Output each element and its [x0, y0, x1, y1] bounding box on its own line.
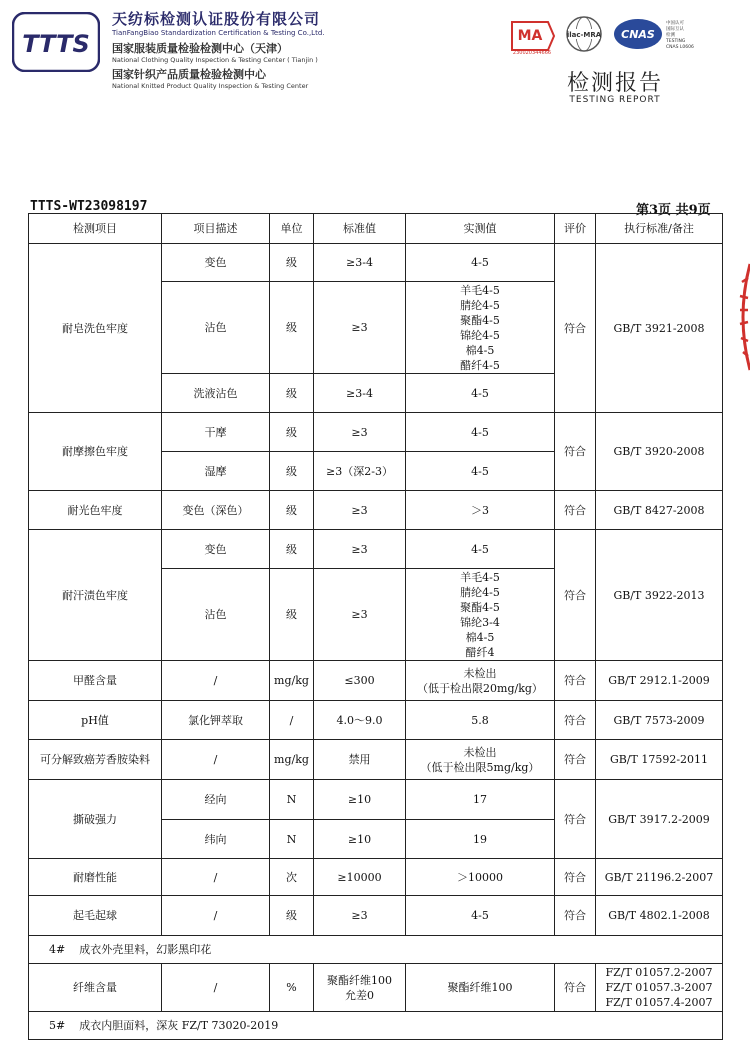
unit-cell: mg/kg — [270, 661, 314, 701]
req-cell: ≥3 — [314, 282, 406, 374]
req-cell: ≥3 — [314, 491, 406, 530]
unit-cell: 级 — [270, 896, 314, 936]
unit-cell: 级 — [270, 452, 314, 491]
std-cell: GB/T 2912.1-2009 — [596, 661, 723, 701]
org-name-en: TianFangBiao Standardization Certification & Testing Co.,Ltd. — [112, 29, 325, 37]
eval-cell: 符合 — [555, 530, 596, 661]
std-cell: GB/T 7573-2009 — [596, 701, 723, 740]
std-cell: GB/T 4802.1-2008 — [596, 896, 723, 936]
std-cell: GB/T 8427-2008 — [596, 491, 723, 530]
svg-text:检测: 检测 — [666, 33, 675, 38]
value-cell: 19 — [406, 820, 555, 859]
req-cell: ≤300 — [314, 661, 406, 701]
desc-cell: / — [162, 896, 270, 936]
item-cell: 可分解致癌芳香胺染料 — [29, 740, 162, 780]
item-cell: 耐摩擦色牢度 — [29, 413, 162, 491]
eval-cell: 符合 — [555, 413, 596, 491]
req-cell: ≥10000 — [314, 859, 406, 896]
unit-cell: 级 — [270, 374, 314, 413]
unit-cell: 级 — [270, 282, 314, 374]
desc-cell: 湿摩 — [162, 452, 270, 491]
item-cell: 甲醛含量 — [29, 661, 162, 701]
unit-cell: N — [270, 820, 314, 859]
table-row — [29, 244, 723, 282]
svg-text:CNAS L0606: CNAS L0606 — [666, 45, 694, 50]
req-cell: 禁用 — [314, 740, 406, 780]
value-cell: 4-5 — [406, 452, 555, 491]
header-cell: 执行标准/备注 — [596, 214, 723, 244]
unit-cell: mg/kg — [270, 740, 314, 780]
value-cell — [406, 282, 555, 374]
svg-text:MA: MA — [517, 28, 543, 44]
req-cell: ≥3-4 — [314, 244, 406, 282]
value-line: 聚酯4-5 — [460, 600, 500, 614]
req-cell: ≥10 — [314, 780, 406, 820]
value-line: （低于检出限5mg/kg） — [420, 760, 540, 774]
item-cell: 起毛起球 — [29, 896, 162, 936]
unit-cell: 次 — [270, 859, 314, 896]
report-title-en: TESTING REPORT — [569, 95, 661, 105]
item-cell: pH值 — [29, 701, 162, 740]
sample-number: 4# — [49, 943, 66, 956]
organization-block — [112, 8, 325, 90]
req-cell: ≥3 — [314, 413, 406, 452]
value-line: 未检出 — [463, 745, 497, 759]
svg-text:TTTS: TTTS — [22, 30, 90, 58]
item-cell: 耐磨性能 — [29, 859, 162, 896]
unit-cell: / — [270, 701, 314, 740]
unit-cell: 级 — [270, 530, 314, 569]
eval-cell: 符合 — [555, 896, 596, 936]
svg-text:230020344666: 230020344666 — [512, 50, 552, 54]
eval-cell: 符合 — [555, 964, 596, 1012]
org-name-cn: 天纺标检测认证股份有限公司 — [112, 10, 321, 28]
value-line: 腈纶4-5 — [460, 585, 500, 599]
table-row — [29, 491, 723, 530]
req-cell: ≥3 — [314, 530, 406, 569]
std-cell: GB/T 3917.2-2009 — [596, 780, 723, 859]
table-row — [29, 964, 723, 1012]
item-cell: 耐光色牢度 — [29, 491, 162, 530]
value-line: 羊毛4-5 — [460, 570, 500, 584]
sample-description: 成衣外壳里料，幻影黑印花 — [79, 943, 212, 956]
eval-cell: 符合 — [555, 740, 596, 780]
desc-cell: 洗液沾色 — [162, 374, 270, 413]
report-title-cn: 检测报告 — [566, 71, 663, 96]
std-cell — [596, 964, 723, 1012]
value-cell: 4-5 — [406, 413, 555, 452]
table-row — [29, 413, 723, 452]
table-row — [29, 661, 723, 701]
desc-cell: 变色 — [162, 530, 270, 569]
table-row — [29, 896, 723, 936]
sample-note — [29, 1012, 723, 1040]
center2-name-cn: 国家针织产品质量检验检测中心 — [112, 68, 266, 81]
value-cell: 17 — [406, 780, 555, 820]
desc-cell: 沾色 — [162, 569, 270, 661]
value-line: 醋纤4 — [465, 645, 495, 659]
value-cell: ＞3 — [406, 491, 555, 530]
report-header — [0, 0, 750, 120]
sample-note — [29, 936, 723, 964]
desc-cell: / — [162, 859, 270, 896]
header-cell: 项目描述 — [162, 214, 270, 244]
header-cell: 实测值 — [406, 214, 555, 244]
eval-cell: 符合 — [555, 244, 596, 413]
item-cell: 耐皂洗色牢度 — [29, 244, 162, 413]
value-line: 醋纤4-5 — [460, 358, 500, 372]
req-cell: ≥3 — [314, 569, 406, 661]
std-line: FZ/T 01057.3-2007 — [605, 981, 713, 994]
desc-cell: 经向 — [162, 780, 270, 820]
svg-text:ilac-MRA: ilac-MRA — [566, 31, 602, 39]
value-cell — [406, 740, 555, 780]
unit-cell: % — [270, 964, 314, 1012]
header-cell: 检测项目 — [29, 214, 162, 244]
std-line: FZ/T 01057.2-2007 — [605, 966, 713, 979]
unit-cell: N — [270, 780, 314, 820]
inspection-seal-stamp — [734, 262, 750, 372]
sample-note-row — [29, 936, 723, 964]
svg-text:国际互认: 国际互认 — [666, 27, 684, 32]
req-cell: ≥10 — [314, 820, 406, 859]
value-line: 锦纶3-4 — [460, 615, 500, 629]
req-cell: ≥3 — [314, 896, 406, 936]
svg-text:TESTING: TESTING — [666, 39, 686, 44]
req-cell: ≥3-4 — [314, 374, 406, 413]
cma-badge-icon — [512, 22, 554, 54]
value-line: 羊毛4-5 — [460, 283, 500, 297]
desc-cell: / — [162, 964, 270, 1012]
req-cell — [314, 964, 406, 1012]
unit-cell: 级 — [270, 413, 314, 452]
item-cell: 撕破强力 — [29, 780, 162, 859]
value-cell: 5.8 — [406, 701, 555, 740]
eval-cell: 符合 — [555, 661, 596, 701]
value-cell: 聚酯纤维100 — [406, 964, 555, 1012]
sample-number: 5# — [49, 1019, 66, 1032]
accreditation-badges — [508, 14, 738, 54]
cnas-badge-icon — [614, 19, 694, 50]
header-row — [29, 214, 723, 244]
req-line: 聚酯纤维100 — [327, 973, 392, 987]
value-cell: ＞10000 — [406, 859, 555, 896]
value-line: 聚酯4-5 — [460, 313, 500, 327]
value-cell: 4-5 — [406, 896, 555, 936]
center1-name-cn: 国家服装质量检验检测中心（天津） — [112, 42, 288, 55]
value-cell: 4-5 — [406, 244, 555, 282]
value-cell: 4-5 — [406, 374, 555, 413]
value-line: 棉4-5 — [465, 630, 495, 644]
eval-cell: 符合 — [555, 701, 596, 740]
value-cell — [406, 661, 555, 701]
header-cell: 评价 — [555, 214, 596, 244]
center2-name-en: National Knitted Product Quality Inspection & Testing Center — [112, 82, 309, 90]
page-info: 第3页 共9页 — [636, 203, 711, 218]
unit-cell: 级 — [270, 491, 314, 530]
desc-cell: 干摩 — [162, 413, 270, 452]
ttts-logo — [12, 12, 100, 72]
report-title — [540, 66, 690, 105]
eval-cell: 符合 — [555, 859, 596, 896]
report-number: TTTS-WT23098197 — [30, 199, 148, 214]
desc-cell: 氯化钾萃取 — [162, 701, 270, 740]
item-cell: 耐汗渍色牢度 — [29, 530, 162, 661]
test-results-table — [28, 213, 723, 1040]
value-line: 腈纶4-5 — [460, 298, 500, 312]
std-cell: GB/T 3922-2013 — [596, 530, 723, 661]
header-cell: 标准值 — [314, 214, 406, 244]
table-row — [29, 740, 723, 780]
header-cell: 单位 — [270, 214, 314, 244]
sample-description: 成衣内胆面料，深灰 FZ/T 73020-2019 — [79, 1019, 279, 1032]
std-line: FZ/T 01057.4-2007 — [605, 996, 713, 1009]
value-line: （低于检出限20mg/kg） — [417, 681, 543, 695]
desc-cell: / — [162, 661, 270, 701]
svg-text:CNAS: CNAS — [621, 28, 655, 41]
item-cell: 纤维含量 — [29, 964, 162, 1012]
unit-cell: 级 — [270, 244, 314, 282]
desc-cell: 变色（深色） — [162, 491, 270, 530]
sample-note-row — [29, 1012, 723, 1040]
center1-name-en: National Clothing Quality Inspection & Testing Center ( Tianjin ) — [112, 56, 318, 64]
unit-cell: 级 — [270, 569, 314, 661]
desc-cell: 变色 — [162, 244, 270, 282]
table-row — [29, 530, 723, 569]
value-line: 锦纶4-5 — [460, 328, 500, 342]
desc-cell: 沾色 — [162, 282, 270, 374]
value-line: 未检出 — [463, 666, 497, 680]
ilac-mra-badge-icon — [567, 17, 602, 51]
desc-cell: / — [162, 740, 270, 780]
std-cell: GB/T 3920-2008 — [596, 413, 723, 491]
table-row — [29, 780, 723, 820]
eval-cell: 符合 — [555, 780, 596, 859]
std-cell: GB/T 3921-2008 — [596, 244, 723, 413]
value-line: 棉4-5 — [465, 343, 495, 357]
req-cell: ≥3（深2-3） — [314, 452, 406, 491]
req-cell: 4.0～9.0 — [314, 701, 406, 740]
eval-cell: 符合 — [555, 491, 596, 530]
std-cell: GB/T 17592-2011 — [596, 740, 723, 780]
desc-cell: 纬向 — [162, 820, 270, 859]
table-row — [29, 701, 723, 740]
value-cell — [406, 569, 555, 661]
std-cell: GB/T 21196.2-2007 — [596, 859, 723, 896]
svg-text:中国认可: 中国认可 — [666, 21, 684, 26]
table-row — [29, 859, 723, 896]
value-cell: 4-5 — [406, 530, 555, 569]
req-line: 允差0 — [345, 988, 374, 1002]
